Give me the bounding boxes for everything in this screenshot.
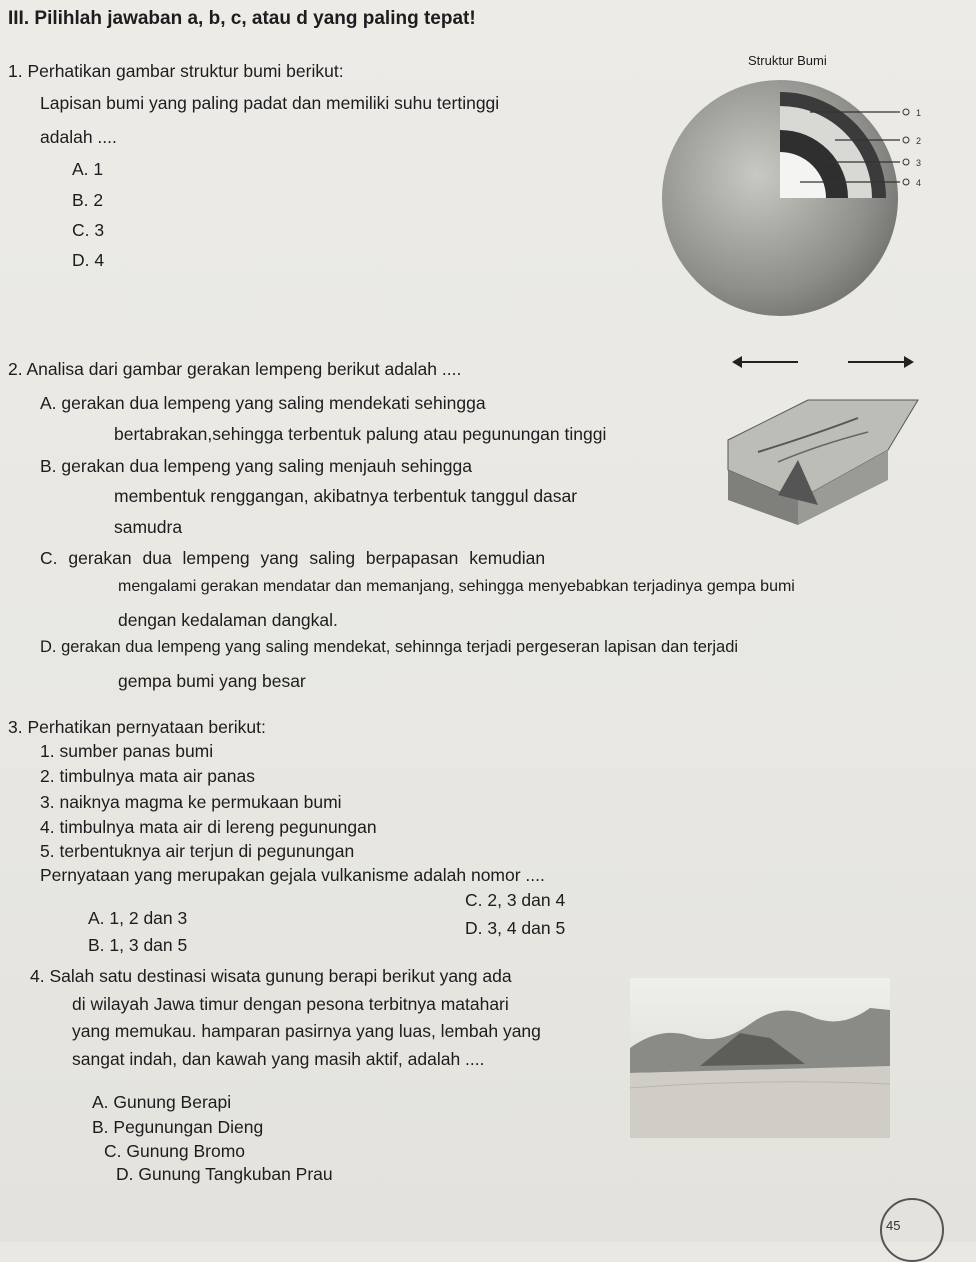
q3-statement-5: 5. terbentuknya air terjun di pegunungan [40, 841, 355, 861]
q4-option-a: A. Gunung Berapi [92, 1092, 232, 1112]
q1-stem-line1: 1. Perhatikan gambar struktur bumi berikut: [8, 61, 344, 81]
q4-stem-line4: sangat indah, dan kawah yang masih aktif, adalah .... [72, 1049, 485, 1069]
q2-stem: 2. Analisa dari gambar gerakan lempeng berikut adalah .... [8, 359, 462, 379]
q3-statement-3: 3. naiknya magma ke permukaan bumi [40, 792, 342, 812]
plate-movement-figure [718, 340, 930, 540]
q2-option-b-line3: samudra [114, 517, 183, 537]
q4-stem-line3: yang memukau. hamparan pasirnya yang luas, lembah yang [72, 1021, 541, 1041]
q4-option-d: D. Gunung Tangkuban Prau [116, 1164, 333, 1184]
earth-label-4: 4 [916, 178, 922, 188]
q3-question: Pernyataan yang merupakan gejala vulkanisme adalah nomor .... [40, 865, 545, 885]
q2-option-d-line2: gempa bumi yang besar [118, 671, 306, 691]
bromo-landscape-photo [630, 978, 890, 1138]
q2-option-b-line2: membentuk renggangan, akibatnya terbentuk tanggul dasar [114, 486, 578, 506]
q3-option-d: D. 3, 4 dan 5 [465, 918, 566, 938]
q1-option-a: A. 1 [72, 159, 104, 179]
earth-label-2: 2 [916, 136, 922, 146]
q1-option-b: B. 2 [72, 190, 104, 210]
q4-stem-line1: 4. Salah satu destinasi wisata gunung berapi berikut yang ada [30, 966, 512, 986]
earth-label-3: 3 [916, 158, 922, 168]
q3-statement-1: 1. sumber panas bumi [40, 741, 214, 761]
q4-stem-line2: di wilayah Jawa timur dengan pesona terbitnya matahari [72, 994, 509, 1014]
q2-option-b-line1: B. gerakan dua lempeng yang saling menjauh sehingga [40, 456, 472, 476]
q1-stem-line3: adalah .... [40, 127, 117, 147]
q4-option-c: C. Gunung Bromo [104, 1141, 246, 1161]
earth-figure-title: Struktur Bumi [748, 53, 827, 68]
q2-option-c-line3: dengan kedalaman dangkal. [118, 610, 338, 630]
q2-option-c-line2: mengalami gerakan mendatar dan memanjang, sehingga menyebabkan terjadinya gempa bumi [118, 578, 795, 595]
section-header: III. Pilihlah jawaban a, b, c, atau d yang paling tepat! [8, 8, 476, 29]
q3-stem: 3. Perhatikan pernyataan berikut: [8, 717, 266, 737]
q1-option-c: C. 3 [72, 220, 105, 240]
q2-option-c-line1: C. gerakan dua lempeng yang saling berpapasan kemudian [40, 548, 546, 568]
q3-option-b: B. 1, 3 dan 5 [88, 935, 188, 955]
q1-option-d: D. 4 [72, 250, 105, 270]
arrow-right-icon [904, 356, 914, 368]
arrow-left-icon [732, 356, 742, 368]
q2-option-a-line1: A. gerakan dua lempeng yang saling mendekati sehingga [40, 393, 486, 413]
q3-option-a: A. 1, 2 dan 3 [88, 908, 188, 928]
sand-plain [630, 1066, 890, 1138]
earth-label-1: 1 [916, 108, 922, 118]
q3-statement-4: 4. timbulnya mata air di lereng pegunungan [40, 817, 377, 837]
page-number: 45 [886, 1218, 901, 1233]
q3-statement-2: 2. timbulnya mata air panas [40, 766, 255, 786]
q2-option-d-line1: D. gerakan dua lempeng yang saling mendekat, sehinnga terjadi pergeseran lapisan dan terjadi [40, 638, 739, 656]
q2-option-a-line2: bertabrakan,sehingga terbentuk palung atau pegunungan tinggi [114, 424, 607, 444]
earth-structure-figure [660, 70, 960, 320]
q4-option-b: B. Pegunungan Dieng [92, 1117, 264, 1137]
q1-stem-line2: Lapisan bumi yang paling padat dan memiliki suhu tertinggi [40, 93, 500, 113]
q3-option-c: C. 2, 3 dan 4 [465, 890, 566, 910]
